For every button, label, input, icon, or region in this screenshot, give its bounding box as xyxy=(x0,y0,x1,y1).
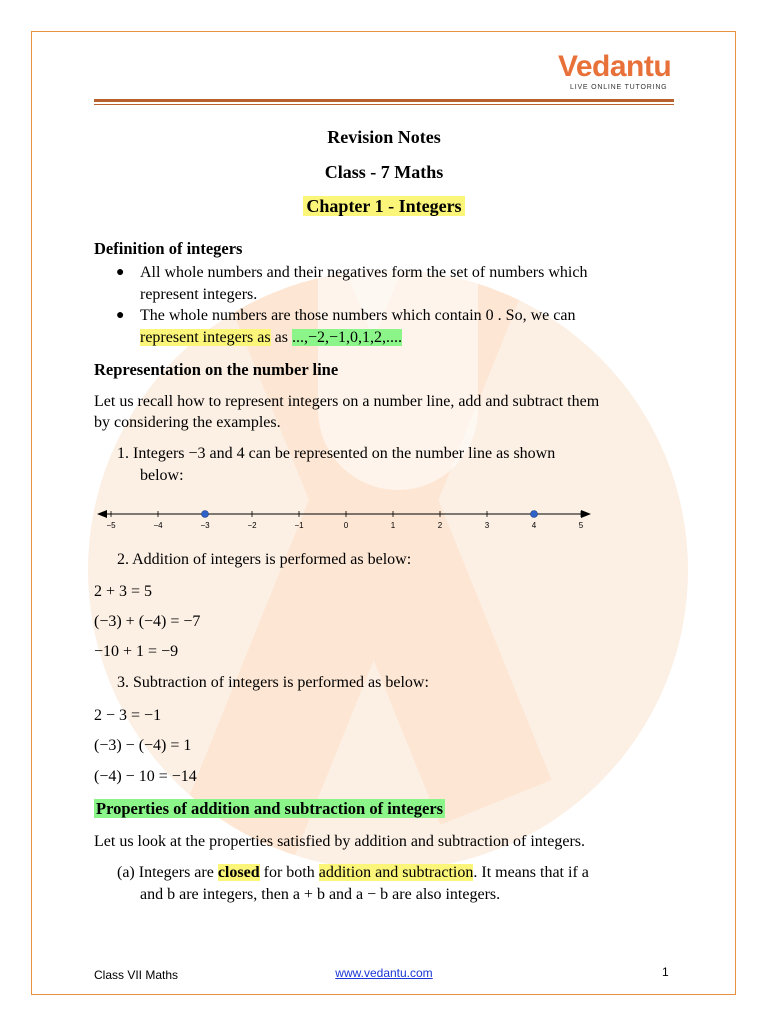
property-a-mid: for both xyxy=(259,864,319,881)
subtraction-equation-2: (−3) − (−4) = 1 xyxy=(94,737,192,754)
properties-heading-text: Properties of addition and subtraction of integers xyxy=(96,799,444,818)
highlight-closed: closed xyxy=(217,864,260,881)
numberline-heading: Representation on the number line xyxy=(94,360,339,379)
item-1-line-1: 1. Integers −3 and 4 can be represented on the number line as shown xyxy=(117,445,556,462)
number-line-tick-label: −1 xyxy=(294,521,304,530)
item-2: 2. Addition of integers is performed as below: xyxy=(117,551,412,568)
properties-intro: Let us look at the properties satisfied by addition and subtraction of integers. xyxy=(94,833,585,850)
property-a-line-2: and b are integers, then a + b and a − b are also integers. xyxy=(140,886,501,903)
header-rule-thin xyxy=(94,104,674,105)
number-line-tick-label: −2 xyxy=(247,521,257,530)
item-3: 3. Subtraction of integers is performed as below: xyxy=(117,674,429,691)
definition-bullet-2-line-1: The whole numbers are those numbers which contain 0 . So, we can xyxy=(140,307,576,324)
property-a-rest: . It means that if a xyxy=(473,864,589,881)
addition-equation-3: −10 + 1 = −9 xyxy=(94,643,179,660)
vedantu-logo xyxy=(558,52,673,91)
definition-bullet-1-line-1: All whole numbers and their negatives form the set of numbers which xyxy=(140,264,588,281)
item-1-line-2: below: xyxy=(140,467,184,484)
number-line-tick-label: 4 xyxy=(531,521,537,530)
doc-title: Revision Notes xyxy=(327,127,441,147)
number-line-tick-label: −5 xyxy=(106,521,116,530)
number-line-point xyxy=(202,511,209,518)
number-line-tick-label: 2 xyxy=(437,521,443,530)
numberline-intro-line-1: Let us recall how to represent integers on a number line, add and subtract them xyxy=(94,393,600,410)
chapter-title-text: Chapter 1 - Integers xyxy=(303,196,464,216)
footer-website-link[interactable]: www.vedantu.com xyxy=(335,966,433,980)
footer-link-wrap xyxy=(0,966,768,980)
addition-equation-2: (−3) + (−4) = −7 xyxy=(94,613,201,630)
number-line-tick-label: −3 xyxy=(200,521,210,530)
brand-tagline: LIVE ONLINE TUTORING xyxy=(570,84,668,91)
number-line-point xyxy=(531,511,538,518)
brand-name: Vedantu xyxy=(558,50,672,83)
highlight-integer-set: ...,−2,−1,0,1,2,.... xyxy=(291,329,402,346)
numberline-intro-line-2: by considering the examples. xyxy=(94,414,281,431)
definition-heading: Definition of integers xyxy=(94,239,243,258)
highlight-represent-integers: represent integers as xyxy=(140,329,271,346)
footer-class-label: Class VII Maths xyxy=(94,968,179,982)
bullet-dot: ● xyxy=(116,265,125,280)
highlight-addition-subtraction: addition and subtraction xyxy=(318,864,474,881)
property-a-prefix: (a) Integers are xyxy=(117,864,218,881)
number-line-tick-label: 5 xyxy=(578,521,584,530)
bullet-dot: ● xyxy=(116,308,125,323)
number-line-tick-label: 1 xyxy=(390,521,396,530)
number-line-tick-label: 3 xyxy=(484,521,490,530)
number-line xyxy=(95,500,595,534)
subtraction-equation-3: (−4) − 10 = −14 xyxy=(94,768,197,785)
number-line-tick-label: −4 xyxy=(153,521,163,530)
header-rule xyxy=(94,99,674,102)
chapter-title xyxy=(0,196,768,217)
definition-bullet-2-line-2: represent integers as as ...,−2,−1,0,1,2,.... xyxy=(140,329,402,346)
definition-bullet-1-line-2: represent integers. xyxy=(140,286,258,303)
addition-equation-1: 2 + 3 = 5 xyxy=(94,583,153,600)
number-line-right-arrow xyxy=(581,510,591,518)
doc-subtitle: Class - 7 Maths xyxy=(324,162,444,182)
subtraction-equation-1: 2 − 3 = −1 xyxy=(94,707,162,724)
property-a-line-1 xyxy=(117,862,589,883)
number-line-left-arrow xyxy=(97,510,107,518)
number-line-tick-label: 0 xyxy=(343,521,349,530)
page-number: 1 xyxy=(662,965,669,979)
properties-heading xyxy=(94,799,445,819)
